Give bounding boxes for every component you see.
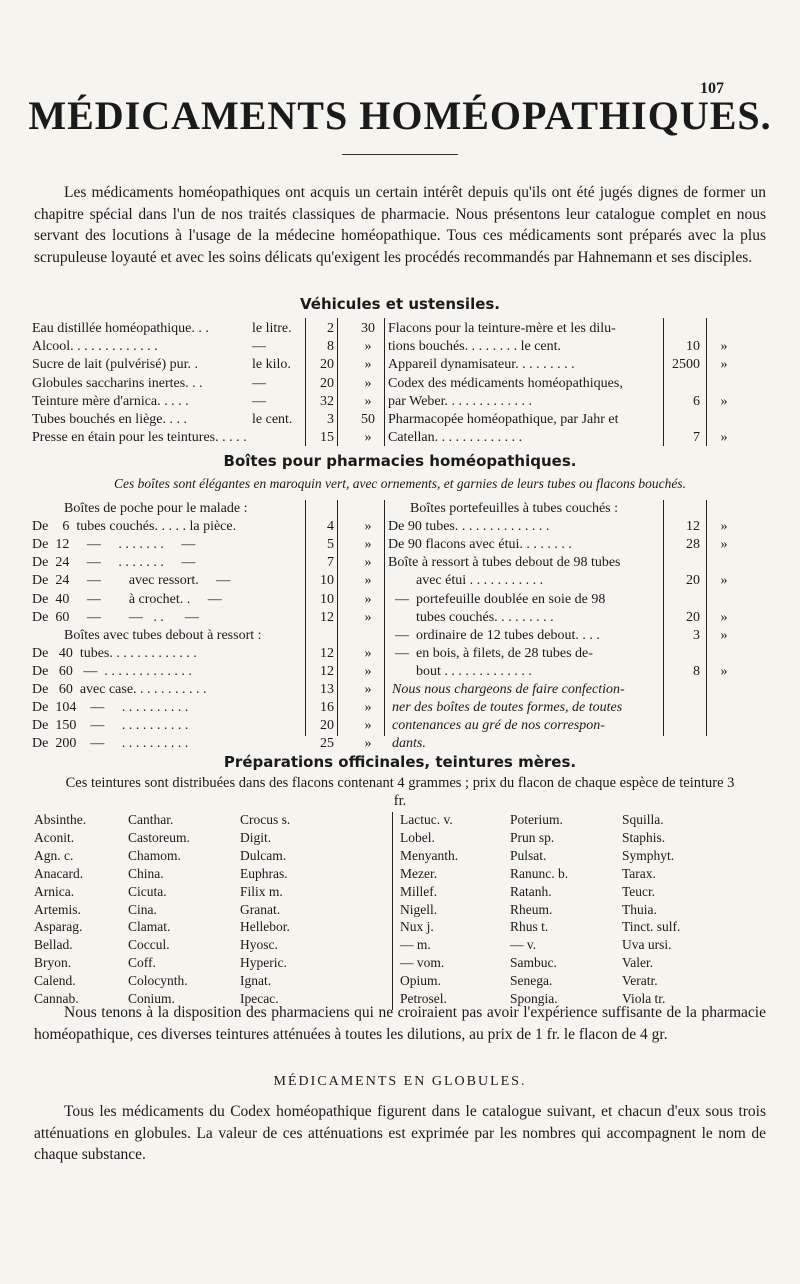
boite-left-c: » — [364, 519, 372, 535]
tincture-name: Petrosel. — [400, 991, 447, 1006]
boite-left-fr: 13 — [320, 682, 334, 697]
tincture-name: Calend. — [34, 973, 76, 989]
vehicule-price-c: 50 — [361, 412, 375, 427]
vehicule-price-c: » — [364, 393, 372, 409]
tincture-name: Coccul. — [128, 937, 170, 953]
boite-right-text: — portefeuille doublée en soie de 98 — [388, 591, 606, 607]
vehicule-right-c: » — [720, 393, 728, 409]
boite-left-text: De 200 — . . . . . . . . . . — [32, 736, 189, 752]
vehicule-price-fr: 2 — [327, 321, 334, 336]
tincture-name: Uva ursi. — [622, 937, 672, 953]
table-rule — [337, 500, 338, 736]
boite-right-c: » — [720, 573, 728, 589]
tincture-name: Staphis. — [622, 829, 666, 845]
boite-left-c: » — [364, 682, 372, 697]
tincture-name: Absinthe. — [34, 812, 87, 827]
boite-left-fr: 25 — [320, 736, 334, 752]
boite-left-c: » — [364, 736, 372, 752]
vehicule-name: Eau distillée homéopathique. . . — [32, 321, 209, 336]
tincture-name: Millef. — [400, 883, 438, 899]
vehicule-name: Tubes bouchés en liège. . . . — [32, 412, 188, 427]
tincture-name: Granat. — [240, 901, 281, 917]
table-rule — [663, 500, 664, 736]
boite-left-text: Boîtes avec tubes debout à ressort : — [64, 627, 262, 643]
tincture-name: Euphras. — [240, 865, 288, 881]
boite-note-line: contenances au gré de nos correspon- — [392, 718, 605, 734]
tincture-name: Clamat. — [128, 919, 171, 935]
vehicule-name: Alcool. . . . . . . . . . . . . — [32, 339, 158, 355]
vehicule-name: Presse en étain pour les teintures. . . . . — [32, 430, 247, 446]
boite-left-c: » — [364, 591, 372, 607]
vehicule-right-text: Pharmacopée homéopathique, par Jahr et — [388, 412, 619, 427]
tincture-name: Tarax. — [622, 865, 656, 881]
tincture-name: Prun sp. — [510, 829, 555, 845]
boite-left-text: De 60 — . . . . . . . . . . . . . — [32, 663, 192, 679]
vehicule-unit: — — [252, 393, 266, 409]
tincture-name: — v. — [510, 937, 537, 953]
boite-left-fr: 12 — [320, 645, 334, 661]
tincture-name: Squilla. — [622, 812, 664, 827]
vehicule-right-text: Catellan. . . . . . . . . . . . . — [388, 430, 523, 446]
boite-left-c: » — [364, 645, 372, 661]
boite-right-c: » — [720, 609, 728, 625]
boite-left-fr: 20 — [320, 718, 334, 734]
intro-paragraph: Les médicaments homéopathiques ont acquis un certain intérêt depuis qu'ils ont été jugés dignes de former un chapitre spécial dans l'un de nos traités classiques de pharmacie. Nous présentons leur catalogue complet en nous servant des locutions à l'usage de la médecine homéopathique. Tous ces médicaments sont préparés avec la plus scrupuleuse loyauté et avec les soins délicats qu'exigent les procédés recommandés par Hahnemann et ses disciples. — [34, 184, 766, 266]
boite-left-c: » — [364, 555, 372, 571]
vehicule-right-c: » — [720, 357, 728, 373]
tincture-name: Bellad. — [34, 937, 73, 953]
tincture-name: Nux j. — [400, 919, 434, 935]
boite-note-line: Nous nous chargeons de faire confection- — [392, 682, 625, 697]
boite-right-fr: 3 — [693, 627, 700, 643]
tincture-name: Hyosc. — [240, 937, 278, 953]
boite-left-text: De 6 tubes couchés. . . . . la pièce. — [32, 519, 237, 535]
boite-left-text: De 150 — . . . . . . . . . . — [32, 718, 189, 734]
column-rule — [392, 812, 393, 1010]
vehicule-right-text: Appareil dynamisateur. . . . . . . . . — [388, 357, 575, 373]
vehicule-right-fr: 10 — [686, 339, 700, 355]
title-rule — [342, 154, 458, 155]
vehicule-price-c: » — [364, 339, 372, 355]
tincture-name: Teucr. — [622, 883, 656, 899]
page-title: MÉDICAMENTS HOMÉOPATHIQUES. — [28, 93, 772, 138]
vehicule-right-text: Flacons pour la teinture-mère et les dilu- — [388, 321, 616, 336]
tincture-name: Anacard. — [34, 865, 84, 881]
tincture-name: Rhus t. — [510, 919, 549, 935]
tincture-name: Cina. — [128, 901, 157, 917]
tincture-name: Thuia. — [622, 901, 657, 917]
tincture-name: Viola tr. — [622, 991, 666, 1006]
vehicule-unit: le cent. — [252, 412, 293, 427]
vehicule-name: Teinture mère d'arnica. . . . . — [32, 393, 189, 409]
table-rule — [706, 318, 707, 446]
boite-right-text: — ordinaire de 12 tubes debout. . . . — [388, 627, 600, 643]
tincture-name: Senega. — [510, 973, 553, 989]
boite-left-text: De 24 — avec ressort. — — [32, 573, 231, 589]
boite-right-c: » — [720, 627, 728, 643]
tincture-name: Lactuc. v. — [400, 812, 453, 827]
tincture-name: Ignat. — [240, 973, 272, 989]
boite-right-text: De 90 flacons avec étui. . . . . . . . — [388, 537, 572, 553]
tincture-name: Coff. — [128, 955, 156, 971]
table-rule — [706, 500, 707, 736]
tincture-name: Ratanh. — [510, 883, 552, 899]
boite-left-c: » — [364, 700, 372, 716]
vehicule-right-fr: 2500 — [672, 357, 700, 373]
tincture-name: — m. — [400, 937, 431, 953]
globules-paragraph: Tous les médicaments du Codex homéopathique figurent dans le catalogue suivant, et chacun d'eux sous trois atténuations en globules. La valeur de ces atténuations est exprimée par les nombres qui accompagnent le nom de chaque substance. — [34, 1103, 766, 1163]
vehicule-price-fr: 15 — [320, 430, 334, 446]
boite-left-fr: 16 — [320, 700, 334, 716]
tincture-name: Cicuta. — [128, 883, 167, 899]
tincture-name: Conium. — [128, 991, 175, 1006]
vehicule-price-c: » — [364, 357, 372, 373]
tincture-name: Spongia. — [510, 991, 558, 1006]
tincture-name: Lobel. — [400, 829, 435, 845]
vehicule-price-fr: 8 — [327, 339, 334, 355]
tincture-name: Tinct. sulf. — [622, 919, 681, 935]
vehicule-price-c: » — [364, 430, 372, 446]
boite-left-text: Boîtes de poche pour le malade : — [64, 501, 248, 516]
tincture-name: — vom. — [400, 955, 445, 971]
boite-right-text: tubes couchés. . . . . . . . . — [388, 609, 554, 625]
tincture-name: Castoreum. — [128, 829, 190, 845]
table-rule — [337, 318, 338, 446]
vehicule-right-text: tions bouchés. . . . . . . . le cent. — [388, 339, 562, 355]
section-heading-boites: Boîtes pour pharmacies homéopathiques. — [223, 452, 577, 470]
boite-right-text: avec étui . . . . . . . . . . . — [388, 573, 544, 589]
boite-right-fr: 20 — [686, 573, 700, 589]
tincture-name: Opium. — [400, 973, 441, 989]
vehicule-right-c: » — [720, 339, 728, 355]
tincture-name: China. — [128, 865, 164, 881]
boite-left-c: » — [364, 663, 372, 679]
tincture-name: Dulcam. — [240, 847, 287, 863]
tincture-name: Poterium. — [510, 812, 563, 827]
tincture-name: Chamom. — [128, 847, 181, 863]
boite-note-line: ner des boîtes de toutes formes, de toutes — [392, 700, 623, 716]
tincture-name: Filix m. — [240, 883, 283, 899]
vehicule-price-c: » — [364, 375, 372, 391]
tincture-name: Aconit. — [34, 829, 75, 845]
tincture-name: Veratr. — [622, 973, 658, 989]
vehicule-name: Globules saccharins inertes. . . — [32, 375, 203, 391]
dilutions-paragraph: Nous tenons à la disposition des pharmaciens qui ne croiraient pas avoir l'expérience suffisante de la pharmacie homéopathique, ces diverses teintures atténuées à toutes les dilutions, au prix de 1 fr. le flacon de 4 gr. — [34, 1004, 766, 1043]
boite-left-text: De 104 — . . . . . . . . . . — [32, 700, 189, 716]
boite-right-fr: 12 — [686, 519, 700, 535]
tincture-name: Ranunc. b. — [510, 865, 569, 881]
vehicule-right-fr: 6 — [693, 393, 700, 409]
boite-right-text: — en bois, à filets, de 28 tubes de- — [388, 645, 593, 661]
tincture-name: Hellebor. — [240, 919, 290, 935]
boite-left-text: De 60 — — . . — — [32, 609, 199, 625]
boite-right-c: » — [720, 663, 728, 679]
tincture-name: Digit. — [240, 829, 272, 845]
vehicule-right-fr: 7 — [693, 430, 700, 446]
section-heading-vehicules: Véhicules et ustensiles. — [299, 295, 501, 313]
vehicule-price-fr: 3 — [327, 412, 334, 427]
vehicule-unit: — — [252, 375, 266, 391]
boite-right-c: » — [720, 537, 728, 553]
boite-right-text: Boîte à ressort à tubes debout de 98 tubes — [388, 555, 621, 571]
boite-right-c: » — [720, 519, 728, 535]
vehicule-right-text: Codex des médicaments homéopathiques, — [388, 375, 623, 391]
boite-left-fr: 10 — [320, 573, 334, 589]
tincture-name: Sambuc. — [510, 955, 557, 971]
preparations-note: Ces teintures sont distribuées dans des flacons contenant 4 grammes ; prix du flacon de chaque espèce de teinture 3 fr. — [65, 775, 735, 809]
tincture-name: Asparag. — [34, 919, 83, 935]
table-rule — [305, 318, 306, 446]
boite-left-fr: 12 — [320, 663, 334, 679]
section-subheading-boites: Ces boîtes sont élégantes en maroquin vert, avec ornements, et garnies de leurs tubes ou flacons bouchés. — [113, 476, 687, 491]
vehicule-price-fr: 32 — [320, 393, 334, 409]
tincture-name: Bryon. — [34, 955, 72, 971]
vehicule-right-text: par Weber. . . . . . . . . . . . . — [388, 393, 533, 409]
boite-left-c: » — [364, 537, 372, 553]
boite-left-c: » — [364, 573, 372, 589]
tincture-name: Menyanth. — [400, 847, 459, 863]
tincture-name: Colocynth. — [128, 973, 188, 989]
boite-left-fr: 12 — [320, 609, 334, 625]
boite-right-text: Boîtes portefeuilles à tubes couchés : — [410, 501, 618, 516]
vehicule-right-c: » — [720, 430, 728, 446]
tincture-name: Crocus s. — [240, 812, 291, 827]
boite-left-text: De 24 — . . . . . . . — — [32, 555, 196, 571]
boite-left-fr: 4 — [327, 519, 334, 535]
vehicule-price-fr: 20 — [320, 357, 334, 373]
tincture-name: Nigell. — [400, 901, 438, 917]
boite-right-text: De 90 tubes. . . . . . . . . . . . . . — [388, 519, 550, 535]
globules-heading: MÉDICAMENTS EN GLOBULES. — [273, 1074, 527, 1089]
tincture-name: Arnica. — [34, 883, 75, 899]
boite-right-fr: 28 — [686, 537, 700, 553]
table-rule — [663, 318, 664, 446]
boite-left-fr: 10 — [320, 591, 334, 607]
boite-right-fr: 20 — [686, 609, 700, 625]
boite-left-c: » — [364, 718, 372, 734]
table-rule — [384, 500, 385, 736]
vehicule-unit: le litre. — [252, 321, 292, 336]
boite-right-text: bout . . . . . . . . . . . . . — [388, 663, 532, 679]
page-number: 107 — [700, 80, 724, 97]
tincture-name: Pulsat. — [510, 847, 547, 863]
vehicule-price-c: 30 — [361, 321, 375, 336]
tincture-name: Mezer. — [400, 865, 438, 881]
tincture-name: Valer. — [622, 955, 654, 971]
section-heading-preparations: Préparations officinales, teintures mères. — [223, 753, 577, 771]
table-rule — [384, 318, 385, 446]
tincture-name: Hyperic. — [240, 955, 287, 971]
boite-right-fr: 8 — [693, 663, 700, 679]
boite-left-text: De 60 avec case. . . . . . . . . . . — [32, 682, 207, 697]
tincture-name: Agn. c. — [34, 847, 74, 863]
tincture-name: Artemis. — [34, 901, 81, 917]
vehicule-unit: le kilo. — [252, 357, 291, 373]
boite-left-c: » — [364, 609, 372, 625]
table-rule — [305, 500, 306, 736]
tincture-name: Symphyt. — [622, 847, 675, 863]
boite-left-text: De 40 tubes. . . . . . . . . . . . . — [32, 645, 197, 661]
vehicule-price-fr: 20 — [320, 375, 334, 391]
boite-note-line: dants. — [392, 736, 426, 752]
vehicule-name: Sucre de lait (pulvérisé) pur. . — [32, 357, 199, 373]
boite-left-fr: 7 — [327, 555, 334, 571]
tincture-name: Cannab. — [34, 991, 79, 1006]
tincture-name: Rheum. — [510, 901, 553, 917]
tincture-name: Canthar. — [128, 812, 174, 827]
tincture-name: Ipecac. — [240, 991, 279, 1006]
boite-left-text: De 40 — à crochet. . — — [32, 591, 222, 607]
boite-left-fr: 5 — [327, 537, 334, 553]
boite-left-text: De 12 — . . . . . . . — — [32, 537, 196, 553]
vehicule-unit: — — [252, 339, 266, 355]
